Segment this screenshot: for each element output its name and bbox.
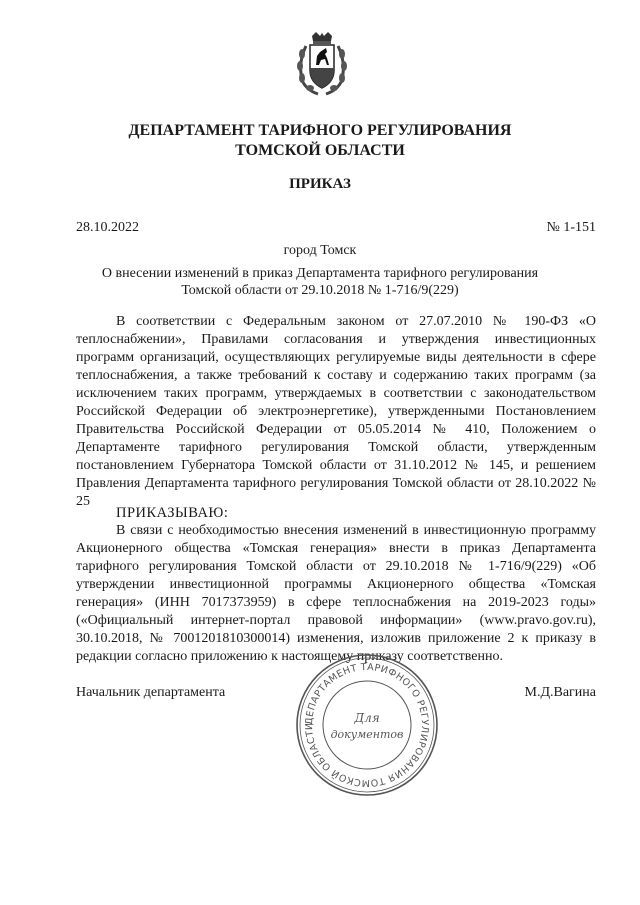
signatory-title: Начальник департамента xyxy=(76,685,226,700)
order-date: 28.10.2022 xyxy=(76,220,139,235)
order-clause-paragraph: В связи с необходимостью внесения изменений в инвестиционную программу Акционерного общества «Томская генерация» внести в приказ Департамента тарифного регулирования Томской области от 29.10.2018 № 1-716/9(229) «Об утверждении инвестиционной программы Акционерного общества «Томская генерация» (ИНН 7017373959) в сфере теплоснабжения на 2019-2023 годы» («Официальный интернет-портал правовой информации» (www.pravo.gov.ru), 30.10.2018, № 7001201810300014) изменения, изложив приложение 2 к приказу в редакции согласно приложению к настоящему приказу соответственно. xyxy=(76,523,596,664)
order-city: город Томск xyxy=(283,243,357,258)
coat-of-arms-icon xyxy=(296,32,348,96)
official-stamp xyxy=(292,650,442,800)
stamp-center-line1: Для xyxy=(354,711,380,725)
order-subject xyxy=(60,265,580,299)
order-number: № 1-151 xyxy=(546,220,596,235)
command-word: ПРИКАЗЫВАЮ: xyxy=(116,505,229,521)
preamble-paragraph: В соответствии с Федеральным законом от 27.07.2010 № 190-ФЗ «О теплоснабжении», Правилами согласования и утверждения инвестиционных программ организаций, осуществляющих регулируемые виды деятельности в сфере теплоснабжения, а также требований к составу и содержанию таких программ (за исключением таких программ, утверждаемых в соответствии с законодательством Российской Федерации об электроэнергетике), утвержденными Постановлением Правительства Российской Федерации от 05.05.2014 № 410, Положением о Департаменте тарифного регулирования Томской области, утвержденным постановлением Губернатора Томской области от 31.10.2012 № 145, и решением Правления Департамента тарифного регулирования Томской области от 28.10.2022 № 25 xyxy=(76,314,596,509)
order-subject-line1: О внесении изменений в приказ Департамента тарифного регулирования xyxy=(101,266,539,281)
signatory-name: М.Д.Вагина xyxy=(524,685,596,700)
order-subject-line2: Томской области от 29.10.2018 № 1-716/9(229) xyxy=(181,283,459,298)
stamp-center-line2: документов xyxy=(330,728,404,741)
document-type-title: ПРИКАЗ xyxy=(289,176,351,192)
stamp-ring-text: ДЕПАРТАМЕНТ ТАРИФНОГО РЕГУЛИРОВАНИЯ ТОМСКОЙ ОБЛАСТИ xyxy=(303,661,431,789)
department-name-line1: ДЕПАРТАМЕНТ ТАРИФНОГО РЕГУЛИРОВАНИЯ xyxy=(128,122,512,139)
department-name-line2: ТОМСКОЙ ОБЛАСТИ xyxy=(235,142,405,159)
